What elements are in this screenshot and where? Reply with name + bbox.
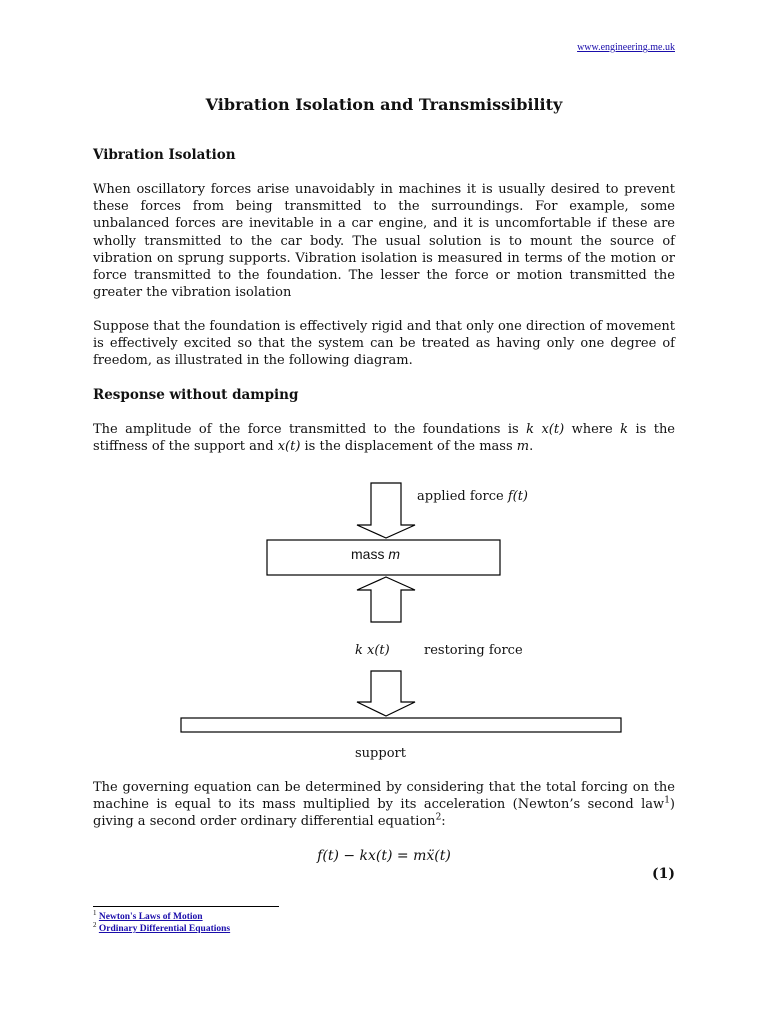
footnote-link-newtons-laws[interactable]: Newton's Laws of Motion xyxy=(98,912,203,922)
force-diagram xyxy=(93,0,675,780)
support-force-arrow xyxy=(357,671,415,716)
math-k: k xyxy=(620,422,629,437)
math-m: m xyxy=(388,546,401,562)
support-label: support xyxy=(355,746,406,761)
footnote-link-ode[interactable]: Ordinary Differential Equations xyxy=(98,924,231,934)
paragraph-governing-equation xyxy=(93,779,675,831)
footnote-1 xyxy=(93,908,203,922)
text-run: The governing equation can be determined by considering that the total forcing on the machine is equal to its mass multiplied by its acceleration (Newton’s second law xyxy=(93,780,675,813)
math-m: m xyxy=(516,439,530,455)
label-text: applied force xyxy=(417,489,508,504)
math-kx: k x(t) xyxy=(526,422,565,437)
applied-force-label xyxy=(417,489,528,504)
text-run: is the displacement of the mass xyxy=(300,439,517,455)
label-text: mass xyxy=(351,546,389,562)
text-run: : xyxy=(441,814,446,830)
mass-label xyxy=(351,546,400,562)
restoring-force-symbol xyxy=(355,643,390,658)
page-title: Vibration Isolation and Transmissibility xyxy=(205,95,563,114)
text-run: is the stiffness of the support and xyxy=(93,422,676,455)
footnote-number: 2 xyxy=(93,920,97,929)
restoring-force-label: restoring force xyxy=(424,643,523,658)
paragraph-foundation: Suppose that the foundation is effectively rigid and that only one direction of movement is effectively excited so that the system can be treated as having only one degree of freedom, as illustrated in the following diagram. xyxy=(93,319,675,369)
footnote-2 xyxy=(93,920,231,934)
math-ft: f(t) xyxy=(507,489,529,504)
restoring-force-arrow xyxy=(357,577,415,622)
footnote-ref-1[interactable]: 1 xyxy=(664,795,670,806)
text-run: The amplitude of the force transmitted to the foundations is xyxy=(93,422,527,437)
math-xt: x(t) xyxy=(277,439,301,455)
equation-1: f(t) − kx(t) = mẍ(t) xyxy=(317,848,451,864)
equation-number: (1) xyxy=(652,866,675,882)
footnote-divider xyxy=(93,906,279,907)
text-run: where xyxy=(564,422,621,437)
math-kx: k x(t) xyxy=(355,643,390,658)
heading-response-without-damping: Response without damping xyxy=(93,387,299,403)
applied-force-arrow xyxy=(357,483,415,538)
text-run: ) giving a second order ordinary differential equation xyxy=(93,797,675,830)
footnote-ref-2[interactable]: 2 xyxy=(435,813,442,824)
site-link[interactable]: www.engineering.me.uk xyxy=(577,42,675,53)
text-run: . xyxy=(529,439,534,455)
support-bar xyxy=(181,718,621,732)
document-page xyxy=(93,0,675,1024)
paragraph-intro: When oscillatory forces arise unavoidably in machines it is usually desired to prevent these forces from being transmitted to the surroundings. For example, some unbalanced forces are inevitable in a car engine, and it is uncomfortable if these are wholly transmitted to the car body. The usual solution is to mount the source of vibration on sprung supports. Vibration isolation is measured in terms of the motion or force transmitted to the foundation. The lesser the force or motion transmitted the greater the vibration isolation xyxy=(93,182,675,301)
footnote-number: 1 xyxy=(93,908,97,917)
heading-vibration-isolation: Vibration Isolation xyxy=(93,147,236,163)
